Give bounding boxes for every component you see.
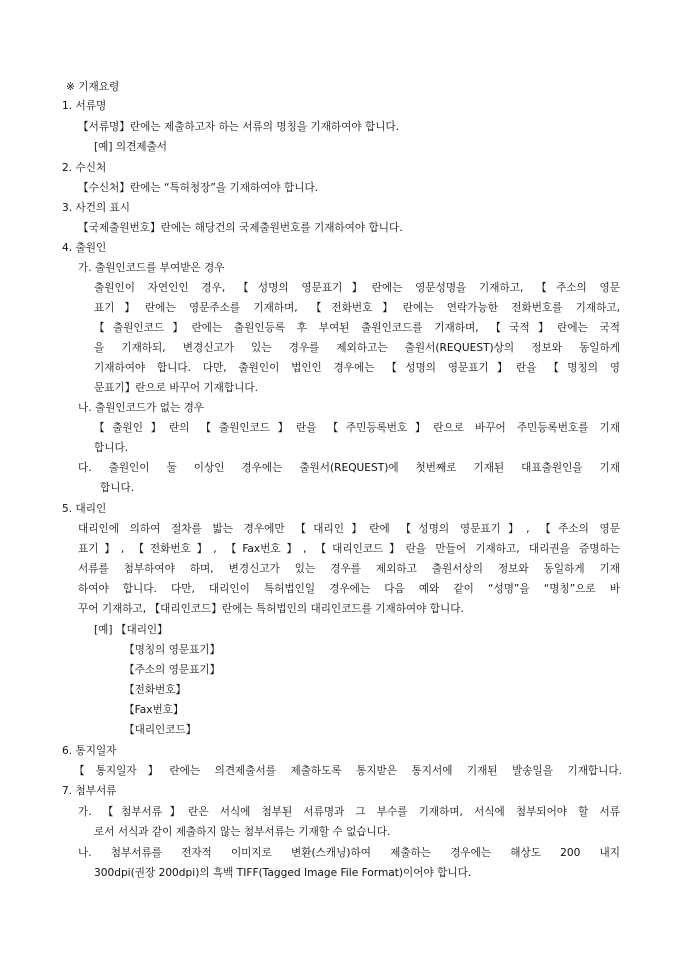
section-4b-title: 나. 출원인코드가 없는 경우	[78, 402, 205, 414]
section-5-example-item: 【전화번호】	[124, 684, 187, 696]
section-5-line: 표기】, 【전화번호】, 【Fax번호】, 【대리인코드】란을 만들어 기재하고, 대리권을 증명하는	[78, 543, 620, 555]
section-5-example-item: 【명칭의 영문표기】	[124, 644, 221, 656]
section-5-example-item: 【대리인코드】	[124, 724, 197, 736]
section-4a-line: 【출원인코드】란에는 출원인등록 후 부여된 출원인코드를 기재하며, 【국적】란에는 국적	[94, 322, 620, 334]
section-4a-line: 문표기】란으로 바꾸어 기재합니다.	[94, 382, 258, 394]
section-6-text: 【통지일자】란에는 의견제출서를 제출하도록 통지받은 통지서에 기재된 발송일을 기재합니다.	[74, 765, 622, 777]
section-6-title: 6. 통지일자	[62, 745, 117, 757]
section-5-line: 서류를 첨부하여야 하며, 변경신고가 있는 경우를 제외하고 출원서상의 정보와 동일하게 기재	[78, 563, 620, 575]
section-4a-line: 출원인이 자연인인 경우, 【성명의 영문표기】란에는 영문성명을 기재하고, 【주소의 영문	[94, 282, 620, 294]
section-1-text: 【서류명】란에는 제출하고자 하는 서류의 명칭을 기재하여야 합니다.	[78, 121, 400, 133]
section-1-title: 1. 서류명	[62, 100, 107, 112]
section-4c-line: 다. 출원인이 둘 이상인 경우에는 출원서(REQUEST)에 첫번째로 기재된 대표출원인을 기재	[78, 462, 620, 474]
section-3-text: 【국제출원번호】란에는 해당건의 국제출원번호를 기재하여야 합니다.	[78, 222, 403, 234]
section-5-line: 꾸어 기재하고, 【대리인코드】란에는 특허법인의 대리인코드를 기재하여야 합니다.	[78, 603, 464, 615]
section-5-example-item: 【주소의 영문표기】	[124, 664, 221, 676]
section-7a-line: 가. 【첨부서류】란은 서식에 첨부된 서류명과 그 부수를 기재하며, 서식에 첨부되어야 할 서류	[78, 806, 620, 818]
section-4a-line: 표기】란에는 영문주소를 기재하며, 【전화번호】란에는 연락가능한 전화번호를 기재하고,	[94, 302, 620, 314]
section-3-title: 3. 사건의 표시	[62, 202, 131, 214]
section-1-example: [예] 의견제출서	[94, 141, 168, 153]
section-2-text: 【수신처】란에는 “특허청장”을 기재하여야 합니다.	[78, 182, 319, 194]
section-2-title: 2. 수신처	[62, 162, 107, 174]
section-7b-line: 300dpi(권장 200dpi)의 흑백 TIFF(Tagged Image File Format)이어야 합니다.	[94, 867, 472, 879]
section-5-title: 5. 대리인	[62, 503, 107, 515]
section-4a-line: 기재하여야 합니다. 다만, 출원인이 법인인 경우에는 【성명의 영문표기】란을 【명칭의 영	[94, 362, 620, 374]
section-7a-line: 로서 서식과 같이 제출하지 않는 첨부서류는 기재할 수 없습니다.	[94, 826, 391, 838]
instructions-header: ※ 기재요령	[66, 81, 120, 93]
section-5-line: 하여야 합니다. 다만, 대리인이 특허법인일 경우에는 다음 예와 같이 “성명”을 “명칭”으로 바	[78, 583, 620, 595]
section-7-title: 7. 첨부서류	[62, 785, 117, 797]
section-4c-line: 합니다.	[100, 482, 135, 494]
section-4b-line: 합니다.	[94, 442, 129, 454]
section-7b-line: 나. 첨부서류를 전자적 이미지로 변환(스캐닝)하여 제출하는 경우에는 해상도 200 내지	[78, 847, 620, 859]
section-4a-line: 을 기재하되, 변경신고가 있는 경우를 제외하고는 출원서(REQUEST)상의 정보와 동일하게	[94, 342, 620, 354]
section-4-title: 4. 출원인	[62, 242, 107, 254]
section-5-example-item: 【Fax번호】	[124, 704, 184, 716]
section-5-line: 대리인에 의하여 절차를 밟는 경우에만 【대리인】란에 【성명의 영문표기】, 【주소의 영문	[78, 523, 620, 535]
section-4b-line: 【출원인】란의 【출원인코드】란을 【주민등록번호】란으로 바꾸어 주민등록번호를 기재	[94, 422, 620, 434]
section-4a-title: 가. 출원인코드를 부여받은 경우	[78, 262, 225, 274]
section-5-example-head: [예] 【대리인】	[94, 624, 168, 636]
